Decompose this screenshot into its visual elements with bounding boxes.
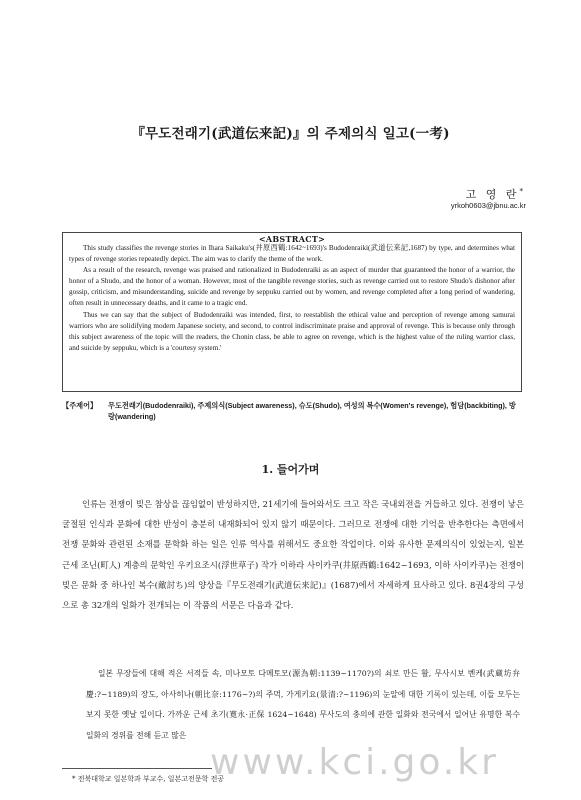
author-email: yrkoh0603@jbnu.ac.kr bbox=[450, 201, 526, 210]
abstract-paragraph: This study classifies the revenge stories in Ihara Saikaku's(井原西鶴:1642~1693)'s Budodenraiki(武道伝来記,1687) by type, and determines what types of revenge stories repeatedly depict. The aim was to clarify the theme of the work. bbox=[69, 244, 515, 264]
body-text bbox=[62, 494, 524, 615]
author-name-text: 고 영 란 bbox=[465, 188, 520, 201]
keywords-label: 【주제어】 bbox=[62, 401, 98, 410]
abstract-paragraph: Thus we can say that the subject of Budodenraiki was intended, first, to reestablish the ethical value and perception of revenge among samurai warriors who are solidifying modern Japanese society, and second, to control indiscriminate praise and approval of revenge. This is because only through this subject awareness of the topic will the readers, the Chonin class, be able to agree on revenge, which is the highest value of the ruling warrior class, and suicide by seppuku, which is a 'courtesy system.' bbox=[69, 310, 515, 352]
footnote-divider bbox=[62, 768, 212, 769]
abstract-box bbox=[62, 232, 522, 392]
quote-paragraph: 일본 무장들에 대해 적은 서적들 속, 미나모토 다메토모(源為朝:1139~1170?)의 쇠로 만든 활, 무사시보 벤케(武蔵坊弁慶:?~1189)의 장도, 아사히나(朝比奈:1176~?)의 주먹, 가게키요(景清:?~1196)의 눈알에 대한 기록이 있는데, 이들 모두는 보지 못한 옛날 일이다. 가까운 근세 초기(寛永·正保 1624~1648) 무사도의 충의에 관한 일화와 전국에서 일어난 유명한 복수 일화의 경위를 전해 듣고 많은 bbox=[86, 669, 520, 740]
footnote: * 전북대학교 일본학과 부교수, 일본고전문학 전공 bbox=[72, 775, 225, 783]
author-name bbox=[466, 186, 523, 202]
watermark: www.kci.go.kr bbox=[210, 742, 499, 783]
body-paragraph: 인류는 전쟁이 빚은 참상을 끊임없이 반성하지만, 21세기에 들어와서도 크고 작은 국내외전을 거듭하고 있다. 전쟁이 낳은 굴절된 인식과 문화에 대한 반성이 충분히 내재화되어 있지 않기 때문이다. 그러므로 전쟁에 대한 기억을 반추한다는 측면에서 전쟁 문화와 관련된 소재를 문학화 하는 일은 인류 역사를 위해서도 중요한 작업이다. 이와 유사한 문제의식이 있었는지, 일본 근세 조닌(町人) 계층의 문학인 우키요조시(浮世草子) 작가 이하라 사이카쿠(井原西鶴:1642~1693, 이하 사이카쿠)는 전쟁이 빚은 문화 중 하나인 복수(敵討ち)의 양상을『무도전래기(武道伝来記)』(1687)에서 자세하게 묘사하고 있다. 8권4장의 구성으로 총 32개의 일화가 전개되는 이 작품의 서문은 다음과 같다. bbox=[62, 499, 524, 611]
author-footnote-mark: * bbox=[519, 187, 523, 196]
abstract-text bbox=[69, 243, 515, 354]
abstract-heading: <ABSTRACT> bbox=[255, 234, 329, 244]
keywords-block bbox=[62, 400, 522, 422]
keywords-text: 무도전래기(Budodenraiki), 주제의식(Subject awareness), 슈도(Shudo), 여성의 복수(Women's revenge), 험담(backbiting), 방랑(wandering) bbox=[108, 401, 516, 421]
section-heading: 1. 들어가며 bbox=[261, 463, 320, 476]
abstract-paragraph: As a result of the research, revenge was praised and rationalized in Budodenraiki as an aspect of murder that guaranteed the honor of a warrior, the honor of a Shudo, and the honor of a woman. However, most of the tangible revenge stories, such as revenge carried out to restore Shudo's dishonor after gossip, criticism, and misunderstanding, suicide and revenge by seppuku carried out by women, and revenge completed after a long period of wandering, often result in unnecessary deaths, and it came to a tragic end. bbox=[69, 266, 515, 308]
block-quote bbox=[86, 664, 520, 746]
paper-title: 『무도전래기(武道伝来記)』의 주제의식 일고(一考) bbox=[131, 126, 450, 142]
